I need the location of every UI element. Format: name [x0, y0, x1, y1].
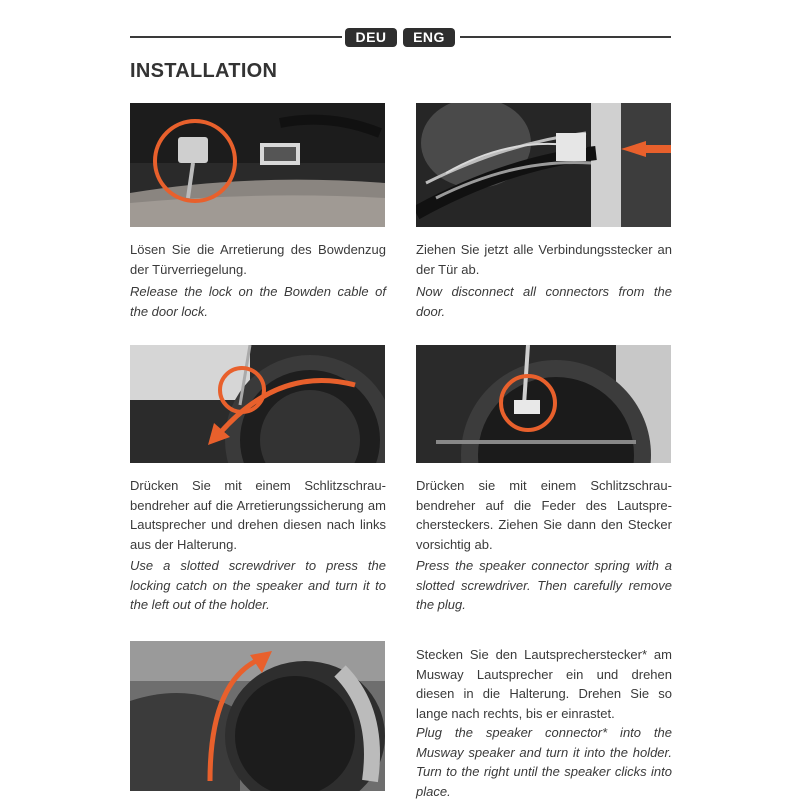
- step-5-text-en: Plug the speaker connector* into the Musway speaker and turn it into the holder. Turn to the right until the speaker clicks into place.: [416, 725, 672, 799]
- language-tab-eng[interactable]: ENG: [403, 28, 455, 47]
- step-4-text-de: Drücken sie mit einem Schlitzschraubendreher auf die Feder des Lautsprechersteckers. Ziehen Sie dann den Stecker vorsichtig ab.: [416, 478, 672, 552]
- page-title: INSTALLATION: [130, 60, 278, 82]
- step-4-text-en: Press the speaker connector spring with a slotted screwdriver. Then carefully remove the plug.: [416, 558, 672, 612]
- step-4-photo: [416, 345, 671, 463]
- step-1-photo: [130, 103, 385, 227]
- header-rule-left: [130, 36, 342, 38]
- step-3-photo: [130, 345, 385, 463]
- header-rule-right: [460, 36, 671, 38]
- step-2-photo: [416, 103, 671, 227]
- step-2-text-en: Now disconnect all connectors from the door.: [416, 284, 672, 319]
- step-5-photo: [130, 641, 385, 791]
- step-3-text-en: Use a slotted screwdriver to press the locking catch on the speaker and turn it to the left out of the holder.: [130, 558, 386, 612]
- step-5-text-de: Stecken Sie den Lautsprecherstecker* am Musway Lautsprecher ein und drehen diesen in die Halterung. Drehen Sie so lange nach rechts, bis er einrastet.: [416, 647, 672, 721]
- step-3-text-de: Drücken Sie mit einem Schlitzschraubendreher auf die Arretierungssicherung am Lautsprecher und drehen diesen nach links aus der Halterung.: [130, 478, 386, 552]
- step-1-text-en: Release the lock on the Bowden cable of the door lock.: [130, 284, 386, 319]
- language-tab-deu[interactable]: DEU: [345, 28, 397, 47]
- step-1-text-de: Lösen Sie die Arretierung des Bowdenzug der Türverriegelung.: [130, 242, 386, 277]
- step-2-text-de: Ziehen Sie jetzt alle Verbindungsstecker an der Tür ab.: [416, 242, 672, 277]
